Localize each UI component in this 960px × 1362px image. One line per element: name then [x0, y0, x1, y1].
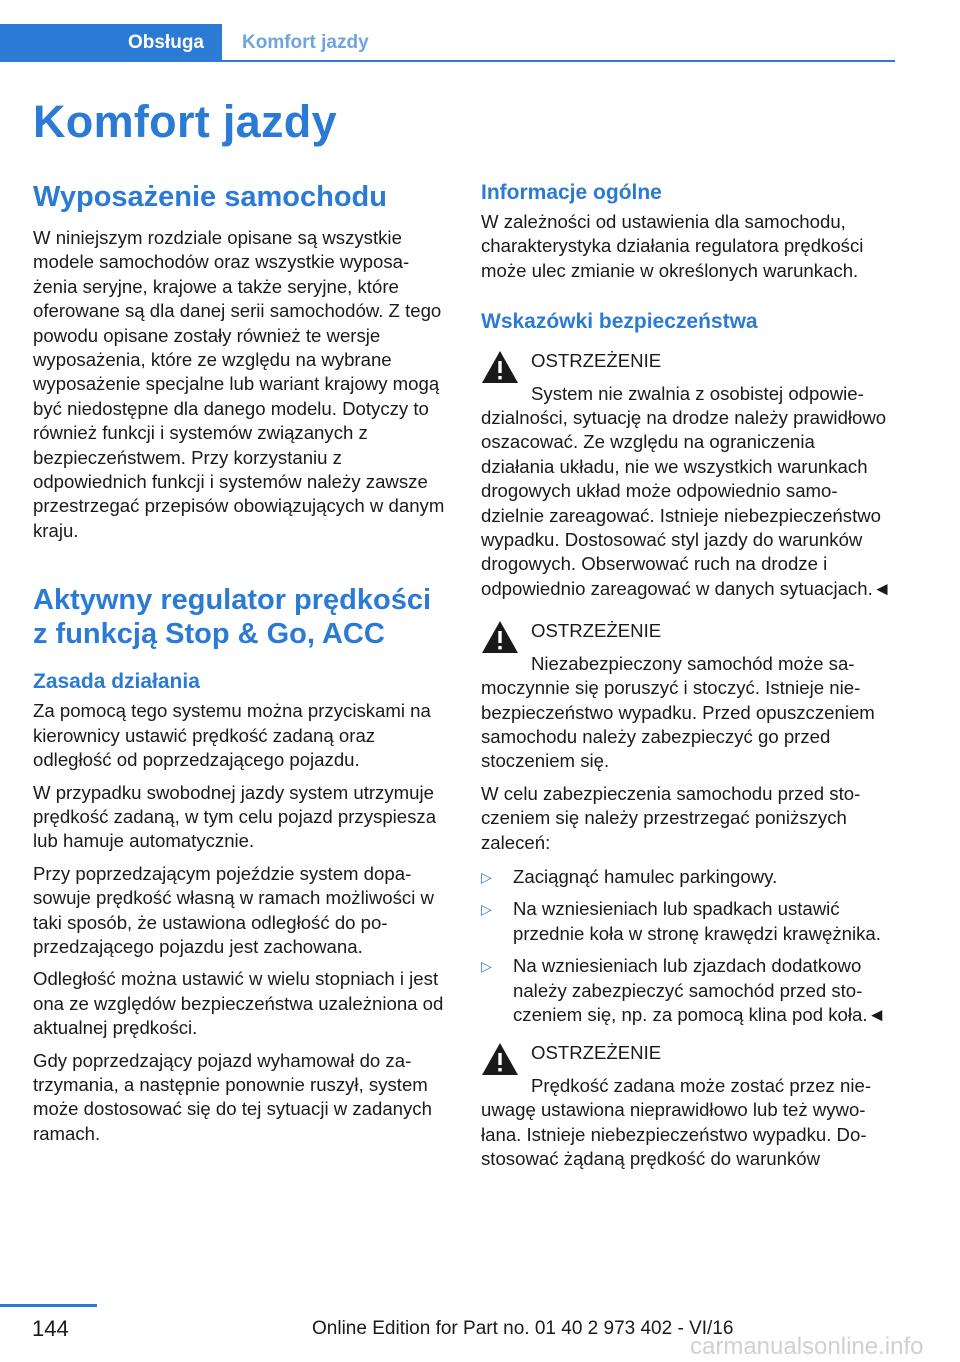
- warning-block: [481, 1041, 893, 1171]
- list-item: [481, 865, 893, 889]
- section-text-wyposazenie: W niniejszym rozdziale opisane są wszystkie modele samochodów oraz wszystkie wyposażenia seryjne, krajowe a także seryjne, które oferowane są dla danej serii samochodów. Z tego powodu opisane zostały również te wersje wyposażenia, które ze względu na wybrane wyposażenie specjalne lub wariant krajowy mogą być niedostępne dla danego modelu. Dotyczy to również funkcji i systemów związanych z bezpieczeństwem. Przy korzystaniu z odpowiednich funkcji i systemów należy zawsze przestrzegać przepisów obowiązujących w danym kraju.: [33, 227, 445, 541]
- paragraph: W przypadku swobodnej jazdy system utrzymuje prędkość zadaną, w tym celu pojazd przyspiesza lub hamuje automatycznie.: [33, 781, 437, 852]
- list-item-text: Na wzniesieniach lub spadkach ustawić przednie koła w stronę krawędzi krawężnika.: [513, 898, 881, 944]
- warning-text: System nie zwalnia z osobistej odpowiedzialności, sytuację na drodze należy prawidłowo oszacować. Ze względu na ograniczenia działania układu, nie we wszystkich warunkach drogowych układ może odpowiednio samodzielnie zareagować. Istnieje niebezpieczeństwo wypadku. Dostosować styl jazdy do warunków drogowych. Obserwować ruch na drodze i odpowiednio zareagować w danych sytuacjach.◄: [481, 382, 892, 599]
- list-item: [481, 954, 893, 1027]
- warning-block: [481, 349, 893, 601]
- list-item-text: Na wzniesieniach lub zjazdach dodatkowo należy zabezpieczyć samochód przed stoczeniem się, np. za pomocą klina pod koła.◄: [513, 955, 886, 1025]
- watermark: carmanualsonline.info: [690, 1333, 924, 1360]
- info-text: W zależności od ustawienia dla samochodu, charakterystyka działania regulatora prędkości może ulec zmianie w określonych warunkach.: [481, 211, 864, 281]
- header-tabbar: [0, 24, 895, 62]
- warning-block: [481, 619, 893, 773]
- footer-divider: [0, 1304, 97, 1307]
- paragraph: Odległość można ustawić w wielu stopniach i jest ona ze względów bezpieczeństwa uzależniona od aktualnej prędkości.: [33, 968, 444, 1039]
- left-column: [33, 180, 445, 1154]
- page-title: Komfort jazdy: [33, 96, 337, 147]
- right-column: [481, 180, 893, 1171]
- paragraph: Za pomocą tego systemu można przyciskami na kierownicy ustawić prędkość zadaną oraz odległość od poprzedzającego pojazdu.: [33, 700, 431, 771]
- list-item: [481, 897, 893, 946]
- warning-icon: [481, 1041, 519, 1077]
- section-title-acc: Aktywny regulator prędkości z funkcją Stop & Go, ACC: [33, 584, 432, 651]
- paragraph: Przy poprzedzającym pojeździe system dopasowuje prędkość własną w ramach możliwości w taki sposób, że ustawiona odległość do poprzedzającego pojazdu jest zachowana.: [33, 862, 434, 957]
- edition-note: Online Edition for Part no. 01 40 2 973 402 - VI/16: [312, 1318, 734, 1339]
- warning-icon: [481, 349, 519, 385]
- safety-title: Wskazówki bezpieczeństwa: [481, 310, 758, 334]
- warning-title: OSTRZEŻENIE: [531, 620, 662, 642]
- subsection-title-zasada: Zasada działania: [33, 670, 200, 694]
- bullet-list: [481, 865, 893, 1027]
- list-item-text: Zaciągnąć hamulec parkingowy.: [513, 865, 778, 887]
- tab-komfort-jazdy[interactable]: Komfort jazdy: [222, 24, 895, 62]
- tab-obsluga[interactable]: Obsługa: [0, 24, 222, 62]
- warning-text: Prędkość zadana może zostać przez nieuwagę ustawiona nieprawidłowo lub też wywołana. Istnieje niebezpieczeństwo wypadku. Dostosować żądaną prędkość do warunków: [481, 1074, 872, 1169]
- info-title: Informacje ogólne: [481, 181, 662, 204]
- secure-text: W celu zabezpieczenia samochodu przed stoczeniem się należy przestrzegać poniższych zaleceń:: [481, 782, 861, 853]
- section-title-wyposazenie: Wyposażenie samochodu: [33, 181, 387, 213]
- bullet-triangle-icon: ▷: [481, 868, 492, 885]
- warning-icon: [481, 619, 519, 655]
- warning-title: OSTRZEŻENIE: [531, 350, 662, 372]
- warning-title: OSTRZEŻENIE: [531, 1042, 662, 1064]
- page-number: 144: [32, 1316, 69, 1341]
- bullet-triangle-icon: ▷: [481, 901, 492, 918]
- warning-text: Niezabezpieczony samochód może samoczynnie się poruszyć i stoczyć. Istnieje niebezpieczeństwo wypadku. Przed opuszczeniem samochodu należy zabezpieczyć go przed stoczeniem się.: [481, 652, 875, 772]
- paragraph: Gdy poprzedzający pojazd wyhamował do zatrzymania, a następnie ponownie ruszył, system może dostosować się do tej sytuacji w zadanych ramach.: [33, 1049, 432, 1144]
- bullet-triangle-icon: ▷: [481, 958, 492, 975]
